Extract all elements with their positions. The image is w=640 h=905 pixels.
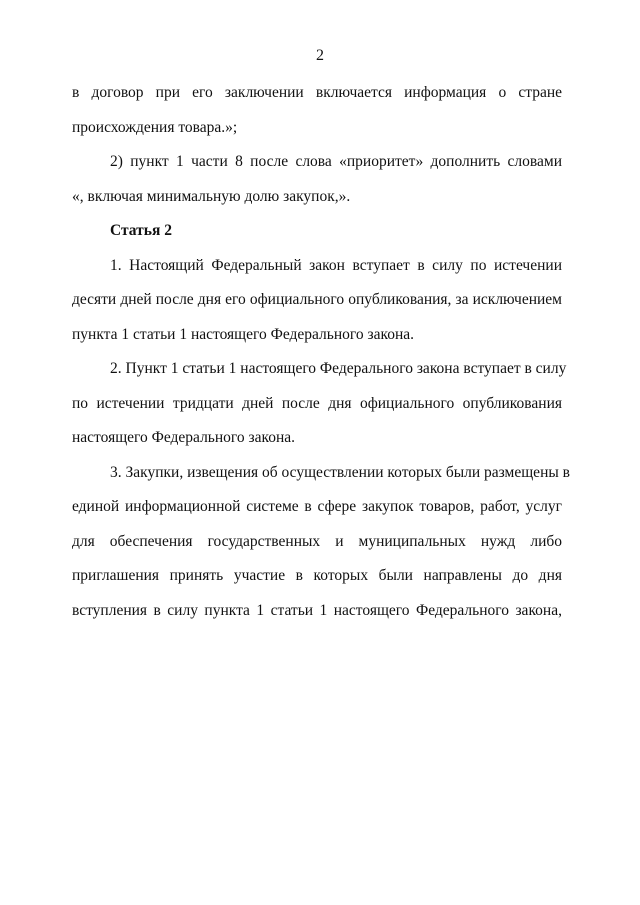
text-line: для обеспечения государственных и муниципальных нужд либо [72, 532, 562, 550]
text-line: в договор при его заключении включается информация о стране [72, 84, 562, 101]
page-number: 2 [316, 47, 324, 64]
text-line: происхождения товара.»; [72, 118, 238, 136]
text-line: 1. Настоящий Федеральный закон вступает в силу по истечении [110, 256, 562, 274]
text-line: приглашения принять участие в которых были направлены до дня [72, 567, 562, 584]
text-line: «, включая минимальную долю закупок,». [72, 187, 351, 205]
text-line: вступления в силу пункта 1 статьи 1 настоящего Федерального закона, [72, 601, 562, 619]
text-line: по истечении тридцати дней после дня официального опубликования [72, 394, 562, 412]
document-body [72, 82, 570, 634]
text-line: десяти дней после дня его официального опубликования, за исключением [72, 291, 562, 308]
text-line: пункта 1 статьи 1 настоящего Федерального закона. [72, 325, 415, 343]
text-line: единой информационной системе в сфере закупок товаров, работ, услуг [72, 498, 562, 515]
text-line: 3. Закупки, извещения об осуществлении которых были размещены в [110, 463, 570, 481]
text-line: настоящего Федерального закона. [72, 429, 296, 446]
text-line: 2) пункт 1 части 8 после слова «приоритет» дополнить словами [110, 153, 562, 170]
article-heading: Статья 2 [110, 222, 172, 239]
text-line: 2. Пункт 1 статьи 1 настоящего Федерального закона вступает в силу [110, 360, 567, 377]
